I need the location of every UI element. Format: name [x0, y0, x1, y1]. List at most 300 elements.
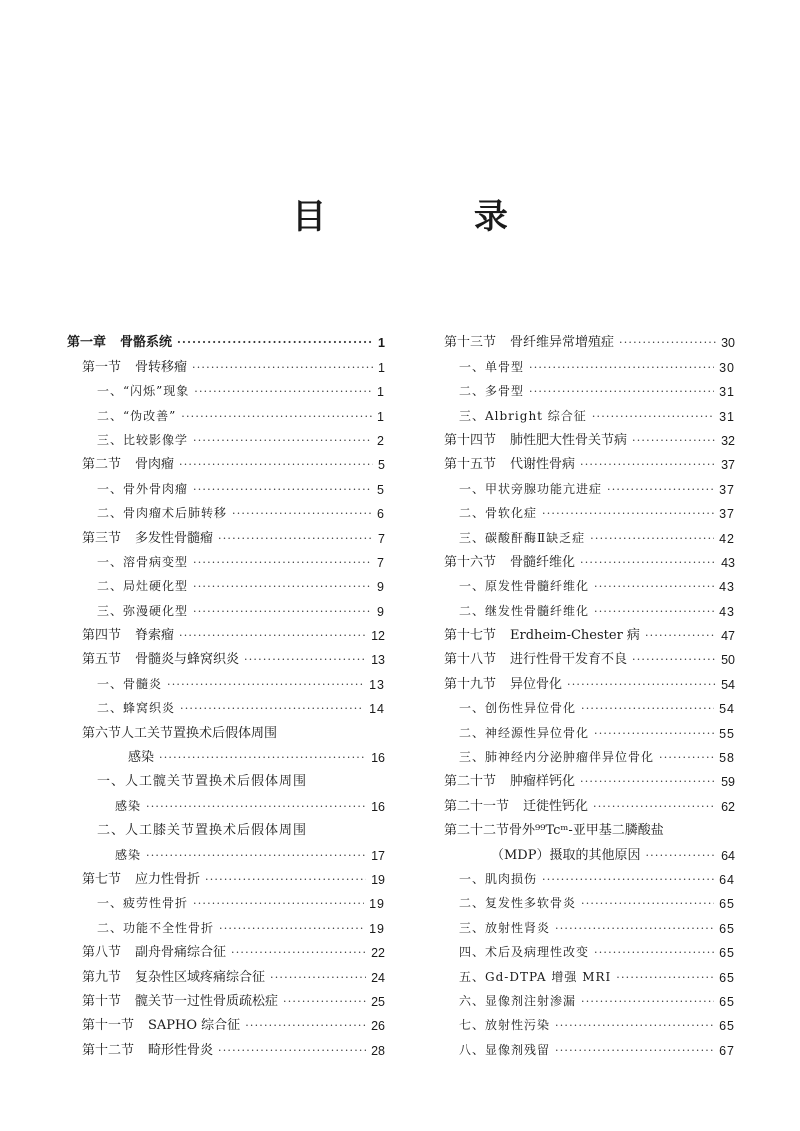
toc-page-number: 1 — [378, 336, 385, 351]
toc-entry-label — [459, 602, 589, 619]
toc-entry-label — [459, 407, 587, 424]
toc-entry-title: 一、人工髋关节置换术后假体周围 — [97, 774, 308, 790]
toc-entry-number: 第十二节 — [82, 1042, 135, 1058]
toc-entry-title: 二、蜂窝织炎 — [97, 701, 176, 716]
toc-page-number: 7 — [378, 531, 385, 546]
toc-entry-label — [459, 943, 589, 960]
toc-entry-title: 骨纤维异常增殖症 — [510, 335, 615, 351]
leader-dots — [632, 653, 716, 667]
toc-entry-label — [459, 748, 654, 765]
leader-dots — [205, 873, 366, 887]
toc-column-left — [67, 326, 385, 1058]
toc-entry-title: SAPHO 综合征 — [148, 1018, 241, 1034]
toc-entry[interactable] — [67, 667, 385, 691]
toc-entry[interactable] — [67, 472, 385, 496]
toc-page-number: 14 — [369, 702, 385, 717]
toc-entry-label — [459, 1041, 550, 1058]
toc-page-number: 54 — [719, 702, 735, 717]
toc-entry-label — [97, 553, 188, 570]
leader-dots — [231, 946, 366, 960]
leader-dots — [193, 434, 372, 448]
toc-entry-continuation[interactable] — [67, 741, 385, 765]
toc-entry-label — [459, 919, 550, 936]
toc-entry-title: 二、复发性多软骨炎 — [459, 896, 577, 911]
toc-entry-title: 四、术后及病理性改变 — [459, 945, 590, 960]
leader-dots — [581, 702, 714, 716]
toc-entry-title: 一、肌肉损伤 — [459, 871, 538, 886]
toc-page-number: 65 — [719, 946, 735, 961]
toc-entry-number: 第四节 — [82, 628, 122, 644]
leader-dots — [193, 556, 372, 570]
toc-entry[interactable] — [67, 424, 385, 448]
toc-entry-title: 三、比较影像学 — [97, 432, 189, 447]
leader-dots — [594, 946, 714, 960]
toc-page-number: 22 — [371, 946, 385, 961]
toc-entry-number: 第五节 — [82, 652, 122, 668]
leader-dots — [270, 971, 366, 985]
toc-entry-title: 二、人工膝关节置换术后假体周围 — [97, 823, 308, 839]
toc-entry[interactable] — [429, 350, 735, 374]
toc-entry[interactable] — [429, 667, 735, 691]
toc-page-number: 30 — [721, 336, 735, 351]
toc-entry-label — [459, 894, 576, 911]
toc-entry[interactable] — [67, 692, 385, 716]
toc-entry-label — [97, 382, 189, 399]
leader-dots — [580, 556, 716, 570]
toc-entry-title: 骨肉瘤 — [135, 457, 175, 473]
toc-entry-title: 多发性骨髓瘤 — [135, 530, 214, 546]
toc-page-number: 19 — [369, 921, 385, 936]
toc-page-number: 47 — [721, 629, 735, 644]
toc-entry-title: 一、骨外骨肉瘤 — [97, 481, 189, 496]
toc-entry-title: 迁徙性钙化 — [523, 798, 589, 814]
toc-entry[interactable] — [67, 1033, 385, 1057]
toc-page-number: 1 — [377, 409, 385, 424]
toc-entry-title: 复杂性区域疼痛综合征 — [135, 969, 266, 985]
toc-page-number: 5 — [378, 458, 385, 473]
toc-entry-continuation[interactable] — [67, 789, 385, 813]
leader-dots — [283, 995, 366, 1009]
toc-entry-number: 第八节 — [82, 945, 122, 961]
toc-entry[interactable] — [429, 1009, 735, 1033]
toc-entry-continuation[interactable] — [429, 838, 735, 862]
toc-entry-label — [444, 673, 562, 692]
toc-entry-title: 三、弥漫硬化型 — [97, 603, 189, 618]
toc-entry[interactable] — [429, 741, 735, 765]
toc-entry-label — [97, 407, 176, 424]
leader-dots — [529, 385, 714, 399]
toc-entry-number: 第十六节 — [444, 554, 497, 570]
toc-page-number: 31 — [719, 385, 735, 400]
leader-dots — [218, 1044, 366, 1058]
toc-entry-label — [82, 648, 239, 667]
toc-page-number: 6 — [377, 507, 385, 522]
toc-entry[interactable] — [67, 546, 385, 570]
toc-entry-title: 二、“伪改善” — [97, 408, 177, 423]
leader-dots — [181, 410, 372, 424]
leader-dots — [581, 897, 714, 911]
toc-entry-title: 二、功能不全性骨折 — [97, 920, 215, 935]
toc-entry[interactable] — [67, 936, 385, 960]
toc-entry-number: 第六节 — [82, 725, 122, 741]
leader-dots — [645, 629, 716, 643]
leader-dots — [659, 751, 714, 765]
leader-dots — [194, 385, 372, 399]
toc-entry-label — [459, 382, 524, 399]
toc-page-number: 32 — [721, 433, 735, 448]
leader-dots — [645, 849, 716, 863]
toc-entry-number: 第十四节 — [444, 432, 497, 448]
leader-dots — [218, 532, 373, 546]
toc-entry[interactable] — [429, 960, 735, 984]
toc-entry[interactable] — [429, 716, 735, 740]
toc-page-number: 43 — [721, 555, 735, 570]
toc-entry-title: 骨髓纤维化 — [510, 554, 576, 570]
toc-entry-label — [82, 527, 213, 546]
toc-entry-title-continued: 感染 — [115, 847, 142, 862]
toc-entry[interactable] — [429, 375, 735, 399]
toc-entry-title: 代谢性骨病 — [510, 457, 576, 473]
leader-dots — [219, 922, 364, 936]
toc-entry[interactable] — [429, 472, 735, 496]
toc-entry-number: 第二十二节 — [444, 823, 510, 839]
leader-dots — [593, 800, 716, 814]
toc-entry[interactable] — [429, 692, 735, 716]
toc-entry[interactable] — [67, 448, 385, 472]
toc-entry[interactable] — [67, 765, 385, 789]
toc-entry[interactable] — [67, 399, 385, 423]
leader-dots — [567, 678, 716, 692]
toc-entry-label — [459, 504, 537, 521]
toc-entry-label — [97, 919, 214, 936]
toc-entry[interactable] — [67, 521, 385, 545]
toc-page-number: 13 — [369, 677, 385, 692]
toc-entry-label — [82, 1014, 240, 1033]
leader-dots — [542, 873, 714, 887]
toc-entry[interactable] — [429, 789, 735, 813]
toc-page-number: 65 — [719, 921, 735, 936]
toc-entry-number: 第十八节 — [444, 652, 497, 668]
toc-entry[interactable] — [67, 887, 385, 911]
toc-page-number: 16 — [371, 751, 385, 766]
toc-entry-number: 第七节 — [82, 871, 122, 887]
toc-entry[interactable] — [429, 985, 735, 1009]
leader-dots — [179, 629, 366, 643]
toc-page-number: 37 — [719, 507, 735, 522]
leader-dots — [244, 653, 366, 667]
toc-entry-title: 二、多骨型 — [459, 384, 525, 399]
toc-entry-label — [97, 577, 188, 594]
toc-page-number: 13 — [371, 653, 385, 668]
toc-entry-label — [444, 429, 627, 448]
leader-dots — [607, 483, 714, 497]
toc-entry[interactable] — [67, 863, 385, 887]
leader-dots — [581, 995, 714, 1009]
toc-entry-number: 第二十节 — [444, 774, 497, 790]
toc-page-number: 59 — [721, 775, 735, 790]
toc-page-number: 43 — [719, 604, 735, 619]
toc-entry[interactable] — [429, 863, 735, 887]
toc-entry-label — [459, 577, 589, 594]
toc-page-number: 30 — [719, 360, 735, 375]
toc-entry-title: 二、骨软化症 — [459, 506, 538, 521]
toc-page-number: 17 — [371, 848, 385, 863]
toc-entry-title: 骨骼系统 — [120, 335, 173, 351]
toc-entry-number: 第三节 — [82, 530, 122, 546]
toc-entry-label — [82, 356, 187, 375]
toc-page-number: 43 — [719, 580, 735, 595]
toc-entry-label — [459, 358, 524, 375]
toc-entry[interactable] — [429, 399, 735, 423]
toc-page-number: 24 — [371, 970, 385, 985]
leader-dots — [193, 483, 372, 497]
toc-entry-title: 三、放射性肾炎 — [459, 920, 551, 935]
toc-entry-title: 异位骨化 — [510, 676, 563, 692]
toc-entry-title: 畸形性骨炎 — [148, 1042, 214, 1058]
toc-entry-label — [459, 699, 576, 716]
toc-page-number: 12 — [371, 629, 385, 644]
toc-page-number: 67 — [719, 1043, 735, 1058]
leader-dots — [555, 1019, 714, 1033]
toc-entry-number: 第十三节 — [444, 335, 497, 351]
toc-entry-number: 第十节 — [82, 993, 122, 1009]
toc-page-number: 65 — [719, 994, 735, 1009]
toc-entry-label — [97, 770, 307, 789]
toc-entry-label — [459, 529, 585, 546]
toc-entry[interactable] — [429, 911, 735, 935]
toc-column-right — [429, 326, 735, 1058]
toc-page-number: 65 — [719, 1019, 735, 1034]
toc-entry-label — [97, 480, 188, 497]
toc-page-number: 19 — [371, 872, 385, 887]
toc-entry-title-continued: 感染 — [115, 798, 142, 813]
toc-entry-number: 第二十一节 — [444, 798, 510, 814]
toc-entry[interactable] — [67, 985, 385, 1009]
toc-page-number: 65 — [719, 970, 735, 985]
toc-entry-label — [97, 819, 307, 838]
leader-dots — [619, 336, 716, 350]
toc-page-number: 7 — [377, 555, 385, 570]
toc-entry-title-continued: （MDP）摄取的其他原因 — [491, 847, 641, 863]
toc-entry-title: 三、碳酸酐酶Ⅱ缺乏症 — [459, 530, 586, 545]
toc-entry[interactable] — [67, 570, 385, 594]
toc-entry[interactable] — [429, 326, 735, 350]
toc-entry-label — [82, 966, 265, 985]
toc-entry-title-continued: 感染 — [128, 750, 155, 766]
leader-dots — [146, 849, 366, 863]
toc-entry-label — [444, 795, 588, 814]
toc-page-number: 28 — [371, 1043, 385, 1058]
toc-entry[interactable] — [429, 814, 735, 838]
toc-page-number: 1 — [377, 385, 385, 400]
toc-entry-title: 应力性骨折 — [135, 871, 201, 887]
toc-entry-title: 一、“闪烁”现象 — [97, 384, 190, 399]
toc-entry-label — [97, 602, 188, 619]
toc-entry[interactable] — [67, 960, 385, 984]
toc-entry[interactable] — [67, 326, 385, 350]
leader-dots — [594, 727, 714, 741]
toc-page-number: 31 — [719, 409, 735, 424]
toc-entry[interactable] — [429, 643, 735, 667]
leader-dots — [245, 1019, 366, 1033]
toc-entry-title: 一、溶骨病变型 — [97, 554, 189, 569]
leader-dots — [167, 678, 364, 692]
leader-dots — [146, 800, 366, 814]
toc-entry-title: 六、显像剂注射渗漏 — [459, 993, 577, 1008]
toc-entry-title: 副舟骨痛综合征 — [135, 945, 227, 961]
toc-entry[interactable] — [67, 1009, 385, 1033]
toc-entry-title: 人工关节置换术后假体周围 — [121, 725, 278, 741]
toc-page-number: 9 — [377, 580, 385, 595]
leader-dots — [590, 532, 714, 546]
toc-entry-label — [97, 431, 188, 448]
leader-dots — [555, 922, 714, 936]
toc-entry-title: 骨髓炎与蜂窝织炎 — [135, 652, 240, 668]
toc-page-number: 54 — [721, 677, 735, 692]
leader-dots — [555, 1044, 714, 1058]
toc-entry-title: 五、Gd-DTPA 增强 MRI — [459, 969, 612, 984]
toc-page-number: 58 — [719, 751, 735, 766]
toc-entry-title: 骨转移瘤 — [135, 359, 188, 375]
toc-entry[interactable] — [67, 716, 385, 740]
toc-entry-title: 脊索瘤 — [135, 628, 175, 644]
toc-entry-title: 骨外⁹⁹Tcᵐ-亚甲基二膦酸盐 — [509, 823, 664, 839]
toc-entry-title: 二、局灶硬化型 — [97, 579, 189, 594]
toc-page-number: 64 — [719, 872, 735, 887]
toc-page-number: 42 — [719, 531, 735, 546]
toc-entry-title: 八、显像剂残留 — [459, 1042, 551, 1057]
leader-dots — [193, 605, 372, 619]
toc-entry-label — [459, 870, 537, 887]
leader-dots — [529, 361, 714, 375]
toc-page-number: 62 — [721, 799, 735, 814]
toc-entry-label — [459, 1016, 550, 1033]
toc-page-number: 5 — [377, 482, 385, 497]
toc-entry[interactable] — [67, 619, 385, 643]
toc-entry-number: 第九节 — [82, 969, 122, 985]
toc-entry-label — [82, 624, 174, 643]
leader-dots — [616, 971, 714, 985]
leader-dots — [594, 580, 714, 594]
toc-entry[interactable] — [429, 546, 735, 570]
toc-page-number: 55 — [719, 726, 735, 741]
toc-entry-title: 二、神经源性异位骨化 — [459, 725, 590, 740]
toc-entry[interactable] — [429, 765, 735, 789]
leader-dots — [192, 361, 373, 375]
toc-entry[interactable] — [429, 497, 735, 521]
toc-page-number: 37 — [719, 482, 735, 497]
toc-entry[interactable] — [429, 570, 735, 594]
toc-entry-label — [444, 770, 575, 789]
leader-dots — [580, 775, 716, 789]
toc-entry-number: 第十七节 — [444, 628, 497, 644]
toc-entry-label — [82, 722, 277, 741]
toc-entry-title: 一、骨髓炎 — [97, 676, 163, 691]
toc-entry[interactable] — [67, 350, 385, 374]
toc-entry[interactable] — [429, 619, 735, 643]
toc-entry-title: 一、单骨型 — [459, 359, 525, 374]
toc-entry-continuation[interactable] — [67, 838, 385, 862]
toc-entry[interactable] — [429, 1033, 735, 1057]
toc-entry-number: 第一节 — [82, 359, 122, 375]
toc-entry-label — [444, 624, 640, 643]
leader-dots — [180, 702, 364, 716]
toc-entry[interactable] — [67, 375, 385, 399]
toc-entry-title: 一、疲劳性骨折 — [97, 896, 189, 911]
toc-page-number: 65 — [719, 897, 735, 912]
toc-entry-label — [444, 453, 575, 472]
toc-entry[interactable] — [429, 594, 735, 618]
toc-entry-title: 髋关节一过性骨质疏松症 — [135, 993, 279, 1009]
toc-entry-label — [97, 675, 162, 692]
toc-entry-label — [82, 453, 174, 472]
toc-entry-label — [82, 868, 200, 887]
toc-entry[interactable] — [67, 643, 385, 667]
toc-page-number: 25 — [371, 994, 385, 1009]
leader-dots — [179, 458, 373, 472]
leader-dots — [177, 336, 373, 350]
toc-entry-number: 第一章 — [67, 335, 107, 351]
leader-dots — [592, 410, 714, 424]
toc-entry-label — [459, 968, 611, 985]
toc-entry-title: 三、肺神经内分泌肿瘤伴异位骨化 — [459, 750, 655, 765]
toc-entry-title: 二、骨肉瘤术后肺转移 — [97, 506, 228, 521]
toc-page-number: 26 — [371, 1019, 385, 1034]
toc-entry-label — [444, 331, 614, 350]
toc-entry-label — [459, 480, 602, 497]
toc-entry-title: Erdheim-Chester 病 — [510, 628, 640, 644]
toc-entry-label — [82, 1039, 213, 1058]
toc-entry-label — [459, 724, 589, 741]
toc-entry-label — [97, 699, 175, 716]
toc-entry[interactable] — [429, 887, 735, 911]
toc-entry-number: 第二节 — [82, 457, 122, 473]
toc-entry[interactable] — [429, 448, 735, 472]
toc-entry[interactable] — [429, 424, 735, 448]
toc-entry-label — [67, 331, 172, 350]
toc-entry-title: 一、原发性骨髓纤维化 — [459, 579, 590, 594]
toc-entry[interactable] — [67, 911, 385, 935]
toc-entry-title: 肿瘤样钙化 — [510, 774, 576, 790]
toc-entry-label — [444, 551, 575, 570]
toc-entry[interactable] — [429, 936, 735, 960]
toc-entry[interactable] — [429, 521, 735, 545]
toc-entry-title: 七、放射性污染 — [459, 1018, 551, 1033]
leader-dots — [632, 434, 716, 448]
toc-page-number: 2 — [377, 433, 385, 448]
toc-entry-title: 肺性肥大性骨关节病 — [510, 432, 628, 448]
toc-page-number: 1 — [378, 360, 385, 375]
toc-entry-title: 三、Albright 综合征 — [459, 408, 587, 423]
toc-entry-label — [82, 990, 278, 1009]
toc-page-number: 16 — [371, 799, 385, 814]
toc-entry-number: 第十一节 — [82, 1018, 135, 1034]
toc-entry[interactable] — [67, 814, 385, 838]
toc-entry-title: 一、创伤性异位骨化 — [459, 701, 577, 716]
toc-page-number: 64 — [721, 848, 735, 863]
toc-entry[interactable] — [67, 594, 385, 618]
leader-dots — [542, 507, 714, 521]
toc-page-number: 9 — [377, 604, 385, 619]
toc-entry-label — [82, 941, 226, 960]
toc-entry-title: 二、继发性骨髓纤维化 — [459, 603, 590, 618]
toc-entry-label — [444, 648, 627, 667]
toc-page-number: 50 — [721, 653, 735, 668]
toc-entry-number: 第十五节 — [444, 457, 497, 473]
toc-page-number: 19 — [369, 897, 385, 912]
toc-entry[interactable] — [67, 497, 385, 521]
toc-entry-label — [97, 504, 227, 521]
